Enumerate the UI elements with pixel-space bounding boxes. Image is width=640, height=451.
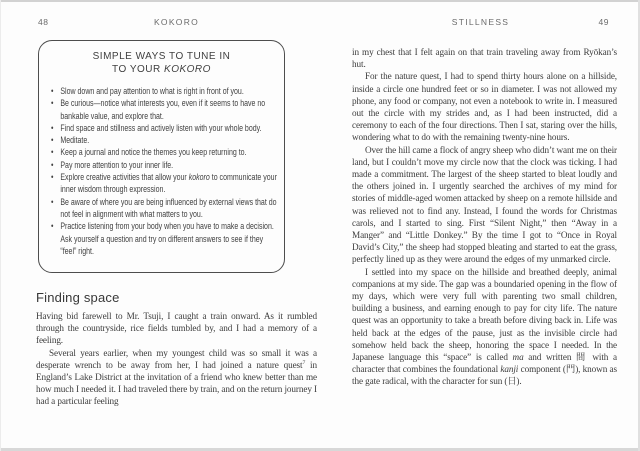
- text-segment: and written 間 with a character that combines the foundational: [352, 352, 617, 375]
- body-paragraph: [36, 347, 317, 408]
- text-segment: component (門), known as the gate radical, with the character for sun (日).: [352, 364, 617, 387]
- text-segment: Find space and stillness and actively listen with your whole body.: [60, 122, 262, 133]
- tune-in-bullet-item: [51, 85, 279, 97]
- text-segment: TO YOUR: [112, 64, 165, 75]
- text-segment: I settled into my space on the hillside and breathed deeply, animal companions at my side. The gap was a boundaried opening in the flow of my days, which were very full with parenting two small children, building a business, and earning enough to pay for city life. The nature quest was an opportunity to take a breath before diving back in. Life was held back at the edges of the pause, just as the invisible circle had somehow held back the sheep, honoring the space I needed. In the Japanese language this “space” is called: [352, 266, 617, 363]
- text-segment: in England’s Lake District at the invitation of a friend who knew better than me how much I needed it. I had traveled there by train, and on the return journey I had a particular feeling: [36, 359, 317, 407]
- text-segment: 7: [302, 359, 306, 366]
- body-paragraph: [352, 144, 617, 266]
- body-paragraph: [352, 46, 617, 70]
- left-page-number: 48: [38, 17, 49, 27]
- text-segment: kokoro: [188, 172, 210, 183]
- body-paragraph: [36, 310, 317, 347]
- right-page-number: 49: [598, 17, 609, 27]
- text-segment: Explore creative activities that allow your: [60, 172, 189, 183]
- tune-in-box: [38, 40, 285, 273]
- text-segment: to communicate your inner wisdom through expression.: [60, 172, 277, 195]
- tune-in-bullet-item: [51, 146, 279, 158]
- text-segment: Be curious—notice what interests you, even if it seems to have no bankable value, and explore that.: [60, 98, 266, 121]
- tune-in-bullet-item: [51, 122, 279, 134]
- text-segment: Keep a journal and notice the themes you keep returning to.: [60, 147, 247, 158]
- text-segment: Several years earlier, when my youngest child was so small it was a desperate wrench to be away from her, I had joined a nature quest: [36, 347, 317, 370]
- tune-in-box-title-line2: [39, 63, 284, 76]
- left-running-head: KOKORO: [153, 17, 200, 27]
- text-segment: Pay more attention to your inner life.: [60, 159, 174, 170]
- tune-in-bullet-item: [51, 196, 279, 221]
- text-segment: Over the hill came a flock of angry sheep who didn’t want me on their land, but I couldn’t move my circle now that the clock was ticking. I had made a commitment. The largest of the sheep started to bleat loudly and the others joined in. I urgently searched the archives of my mind for stories of middle-aged women attacked by sheep on a remote hillside and was relieved not to find any. Instead, I found the words for Christmas carols, and I started to sing. First “Silent Night,” then “Away in a Manger” and “Little Donkey.” By the time I got to “Once in Royal David’s City,” the sheep had stopped bleating and started to eat the grass, perfectly lined up as they were around the edges of my unmarked circle.: [352, 144, 617, 265]
- left-page-body: [36, 310, 317, 408]
- body-paragraph: [352, 70, 617, 143]
- right-page-body: [352, 46, 617, 388]
- text-segment: Be aware of where you are being influenced by external views that do not feel in alignment with what matters to you.: [60, 196, 277, 219]
- tune-in-bullet-item: [51, 159, 279, 171]
- tune-in-bullet-item: [51, 220, 279, 257]
- text-segment: kanji: [500, 364, 519, 375]
- tune-in-box-title: [39, 50, 284, 76]
- text-segment: in my chest that I felt again on that train traveling away from Ryōkan’s hut.: [352, 47, 617, 70]
- text-segment: SIMPLE WAYS TO TUNE IN: [92, 51, 231, 62]
- text-segment: Slow down and pay attention to what is right in front of you.: [60, 86, 244, 96]
- text-segment: Practice listening from your body when you have to make a decision. Ask yourself a question and try on different answers to see if they “feel” right.: [60, 221, 274, 256]
- body-paragraph: [352, 266, 617, 388]
- tune-in-bullet-item: [51, 97, 279, 122]
- right-running-head: STILLNESS: [451, 17, 510, 27]
- section-heading: Finding space: [36, 290, 120, 305]
- tune-in-bullet-list: [51, 85, 279, 257]
- text-segment: Having bid farewell to Mr. Tsuji, I caught a train onward. As it rumbled through the countryside, rice fields tumbled by, and I had a memory of a feeling.: [36, 311, 317, 346]
- tune-in-box-title-line1: [39, 50, 284, 63]
- page-left-edge: [0, 0, 1, 451]
- tune-in-bullet-item: [51, 171, 279, 196]
- text-segment: For the nature quest, I had to spend thirty hours alone on a hillside, inside a circle one hundred feet or so in diameter. I was not allowed my phone, any food or company, not even a notebook to write in. I measured out the circle with my strides and, as I had been instructed, did a ceremony to each of the four directions. Then I sat, staring over the hills, wondering what to do with the remaining twenty-nine hours.: [352, 71, 617, 143]
- text-segment: KOKORO: [164, 64, 211, 75]
- tune-in-bullet-item: [51, 134, 279, 146]
- page-top-edge: [0, 0, 640, 2]
- text-segment: Meditate.: [60, 135, 90, 146]
- text-segment: ma: [512, 352, 524, 363]
